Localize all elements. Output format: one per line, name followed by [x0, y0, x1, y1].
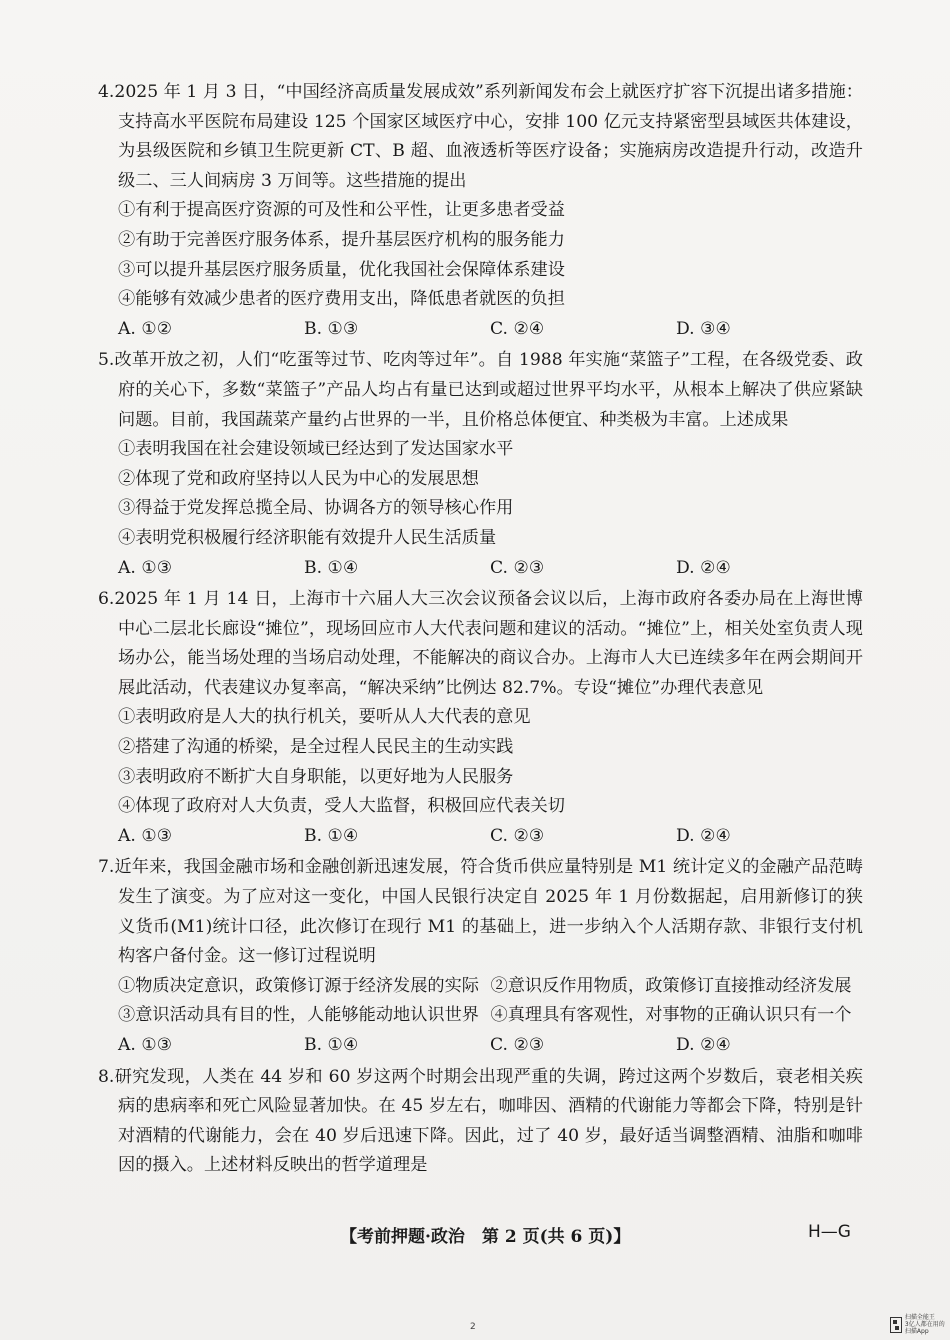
- choice-a: A. ①②: [118, 318, 173, 339]
- option-statement: ③表明政府不断扩大自身职能，以更好地为人民服务: [118, 766, 514, 787]
- choice-a: A. ①③: [118, 825, 173, 846]
- qr-code-icon: [890, 1317, 902, 1333]
- option-statement: ③得益于党发挥总揽全局、协调各方的领导核心作用: [118, 498, 514, 519]
- choice-b: B. ①④: [304, 557, 359, 578]
- option-statement: ④体现了政府对人大负责，受人大监督，积极回应代表关切: [118, 796, 565, 817]
- choice-d: D. ③④: [676, 318, 731, 339]
- answer-choices: [118, 315, 863, 345]
- question-list: [98, 78, 863, 1181]
- option-statement: ②意识反作用物质，政策修订直接推动经济发展: [490, 975, 852, 996]
- question-number: 4.: [98, 82, 115, 102]
- choice-c: C. ②③: [490, 825, 545, 846]
- option-statement: ①表明政府是人大的执行机关，要听从人大代表的意见: [118, 707, 531, 728]
- choice-b: B. ①④: [304, 1035, 359, 1055]
- option-statement: ①表明我国在社会建设领域已经达到了发达国家水平: [118, 439, 514, 460]
- option-statement: ②搭建了沟通的桥梁，是全过程人民民主的生动实践: [118, 737, 514, 758]
- question-number: 8.: [98, 1066, 115, 1087]
- choice-c: C. ②③: [490, 557, 545, 578]
- question-6: [98, 585, 863, 851]
- question-stem: 2025 年 1 月 14 日，上海市十六届人大三次会议预备会议以后，上海市政府各委办局在上海世博中心二层北长廊设“摊位”，现场回应市人大代表问题和建议的活动。“摊位”上，相关处室负责人现场办公，能当场处理的当场启动处理，不能解决的商议合办。上海市人大已连续多年在两会期间开展此活动，代表建议办复率高，“解决采纳”比例达 82.7%。专设“摊位”办理代表意见: [114, 589, 863, 698]
- choice-b: B. ①④: [304, 825, 359, 846]
- page-footer: [0, 1222, 950, 1252]
- watermark-line-2: 3亿人都在用的扫描App: [904, 1321, 945, 1335]
- page-number: 2: [470, 1322, 476, 1332]
- option-statement: ④真理具有客观性，对事物的正确认识只有一个: [490, 1005, 852, 1026]
- question-stem: 2025 年 1 月 3 日，“中国经济高质量发展成效”系列新闻发布会上就医疗扩容下沉提出诸多措施：支持高水平医院布局建设 125 个国家区域医疗中心，安排 100 亿元支持紧密型县域医共体建设，为县级医院和乡镇卫生院更新 CT、B 超、血液透析等医疗设备；实施病房改造提升行动，改造升级二、三人间病房 3 万间等。这些措施的提出: [114, 82, 863, 191]
- option-statement: ④能够有效减少患者的医疗费用支出，降低患者就医的负担: [118, 289, 565, 310]
- paper-code: H—G: [808, 1222, 851, 1242]
- question-number: 5.: [98, 350, 115, 371]
- option-statement: ①物质决定意识，政策修订源于经济发展的实际: [118, 975, 479, 996]
- option-statement: ③可以提升基层医疗服务质量，优化我国社会保障体系建设: [118, 259, 565, 280]
- choice-c: C. ②④: [490, 318, 545, 339]
- choice-a: A. ①③: [118, 1035, 173, 1055]
- watermark-line-1: 扫描全能王: [904, 1314, 935, 1321]
- option-row: [118, 1001, 863, 1031]
- answer-choices: [118, 554, 863, 584]
- option-statement: ③意识活动具有目的性，人能够能动地认识世界: [118, 1005, 479, 1026]
- option-row: [118, 972, 863, 1002]
- choice-d: D. ②④: [676, 825, 731, 846]
- choice-d: D. ②④: [676, 1035, 731, 1055]
- option-statement: ②体现了党和政府坚持以人民为中心的发展思想: [118, 468, 479, 489]
- option-statement: ①有利于提高医疗资源的可及性和公平性，让更多患者受益: [118, 200, 565, 221]
- question-stem: 近年来，我国金融市场和金融创新迅速发展，符合货币供应量特别是 M1 统计定义的金融产品范畴发生了演变。为了应对这一变化，中国人民银行决定自 2025 年 1 月份数据起，启用新修订的狭义货币(M1)统计口径，此次修订在现行 M1 的基础上，进一步纳入个人活期存款、非银行支付机构客户备付金。这一修订过程说明: [114, 857, 863, 967]
- question-8: [98, 1063, 863, 1181]
- choice-b: B. ①③: [304, 318, 359, 339]
- question-7: [98, 853, 863, 1060]
- question-number: 7.: [98, 857, 115, 878]
- answer-choices: [118, 1031, 863, 1061]
- choice-c: C. ②③: [490, 1035, 545, 1055]
- choice-a: A. ①③: [118, 557, 173, 578]
- choice-d: D. ②④: [676, 557, 731, 578]
- answer-choices: [118, 822, 863, 852]
- question-number: 6.: [98, 589, 115, 610]
- scanner-watermark: [890, 1314, 950, 1335]
- question-4: [98, 78, 863, 344]
- question-stem: 改革开放之初，人们“吃蛋等过节、吃肉等过年”。自 1988 年实施“菜篮子”工程，在各级党委、政府的关心下，多数“菜篮子”产品人均占有量已达到或超过世界平均水平，从根本上解决了供应紧缺问题。目前，我国蔬菜产量约占世界的一半，且价格总体便宜、种类极为丰富。上述成果: [114, 350, 863, 430]
- option-statement: ②有助于完善医疗服务体系，提升基层医疗机构的服务能力: [118, 229, 565, 250]
- option-statement: ④表明党积极履行经济职能有效提升人民生活质量: [118, 527, 497, 548]
- question-5: [98, 346, 863, 583]
- question-stem: 研究发现，人类在 44 岁和 60 岁这两个时期会出现严重的失调，跨过这两个岁数后，衰老相关疾病的患病率和死亡风险显著加快。在 45 岁左右，咖啡因、酒精的代谢能力等都会下降，特别是针对酒精的代谢能力，会在 40 岁后迅速下降。因此，过了 40 岁，最好适当调整酒精、油脂和咖啡因的摄入。上述材料反映出的哲学道理是: [114, 1066, 863, 1176]
- footer-title: 【考前押题·政治 第 2 页(共 6 页)】: [340, 1227, 631, 1247]
